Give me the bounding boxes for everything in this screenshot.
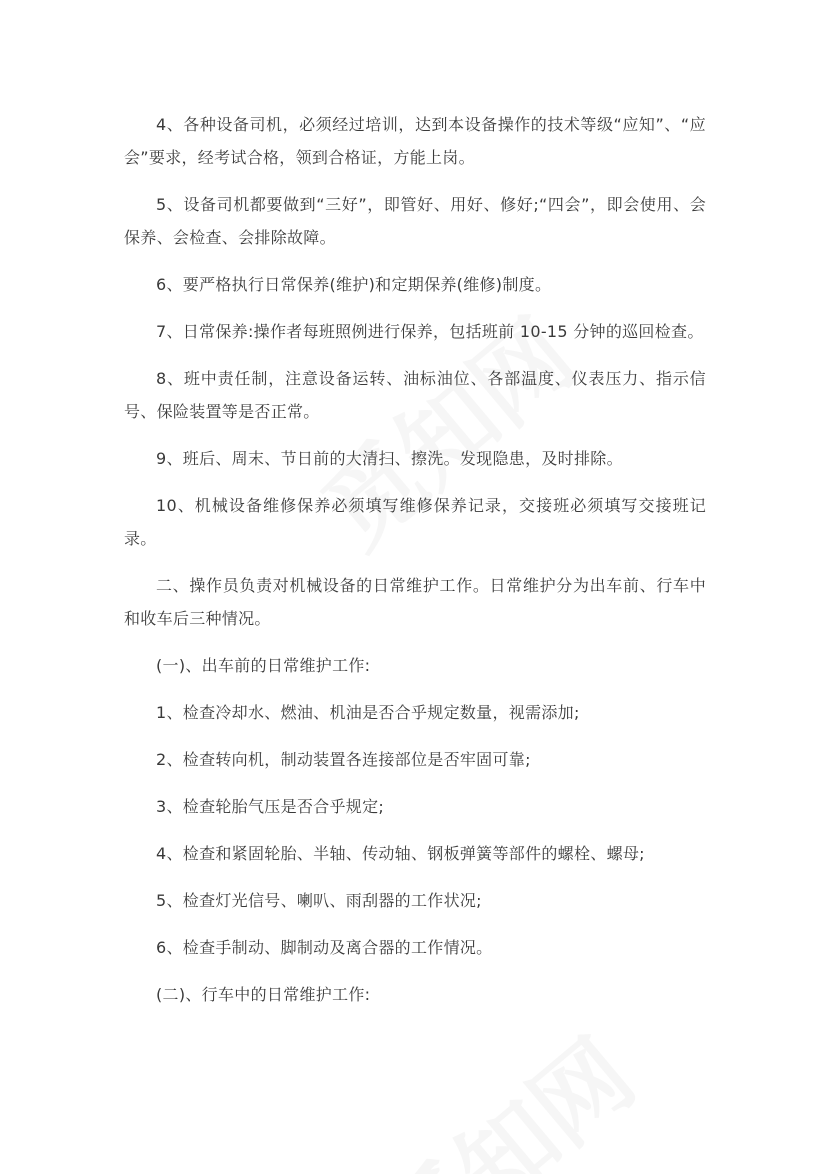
paragraph-item-10: 10、机械设备维修保养必须填写维修保养记录，交接班必须填写交接班记录。 (124, 496, 706, 548)
check-item-4: 4、检查和紧固轮胎、半轴、传动轴、钢板弹簧等部件的螺栓、螺母; (156, 844, 645, 863)
watermark (350, 1003, 659, 1174)
check-item-2: 2、检查转向机，制动装置各连接部位是否牢固可靠; (156, 750, 531, 769)
check-item-3: 3、检查轮胎气压是否合乎规定; (156, 797, 385, 816)
paragraph-item-4: 4、各种设备司机，必须经过培训，达到本设备操作的技术等级“应知”、“应会”要求，经考试合格，领到合格证，方能上岗。 (124, 115, 706, 167)
subsection-heading-2: (二)、行车中的日常维护工作: (156, 985, 371, 1004)
paragraph-item-6: 6、要严格执行日常保养(维护)和定期保养(维修)制度。 (156, 275, 552, 294)
document-body (124, 108, 706, 1025)
paragraph-item-8: 8、班中责任制，注意设备运转、油标油位、各部温度、仪表压力、指示信号、保险装置等是否正常。 (124, 369, 706, 421)
check-item-1: 1、检查冷却水、燃油、机油是否合乎规定数量，视需添加; (156, 703, 580, 722)
paragraph-item-5: 5、设备司机都要做到“三好”，即管好、用好、修好;“四会”，即会使用、会保养、会检查、会排除故障。 (124, 195, 706, 247)
section-heading-2: 二、操作员负责对机械设备的日常维护工作。日常维护分为出车前、行车中和收车后三种情况。 (124, 576, 706, 628)
check-item-5: 5、检查灯光信号、喇叭、雨刮器的工作状况; (156, 891, 482, 910)
paragraph-item-9: 9、班后、周末、节日前的大清扫、擦洗。发现隐患，及时排除。 (156, 449, 623, 468)
check-item-6: 6、检查手制动、脚制动及离合器的工作情况。 (156, 938, 493, 957)
paragraph-item-7: 7、日常保养:操作者每班照例进行保养，包括班前 10-15 分钟的巡回检查。 (156, 322, 704, 341)
subsection-heading-1: (一)、出车前的日常维护工作: (156, 656, 371, 675)
